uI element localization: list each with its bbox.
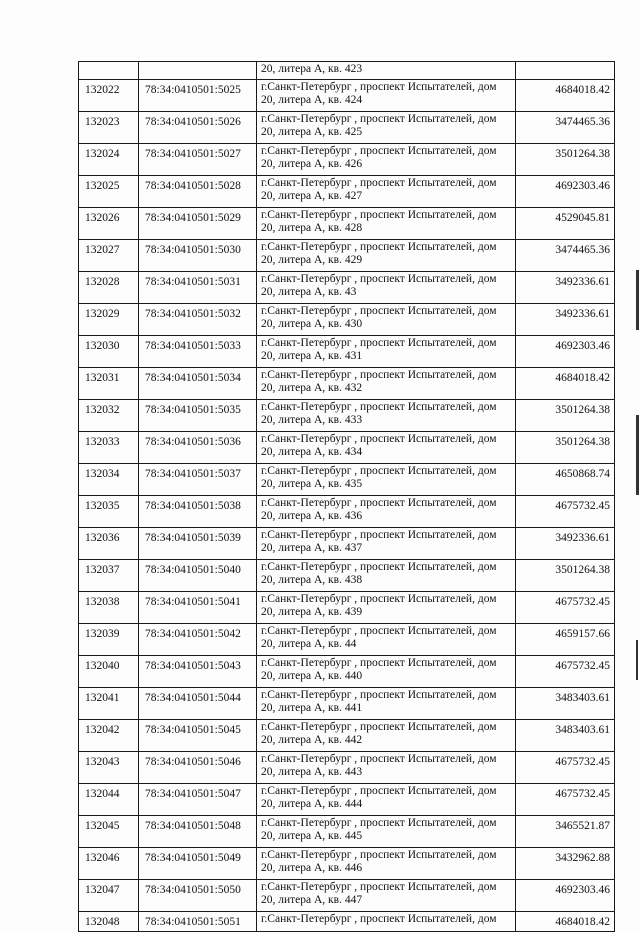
address-cell xyxy=(257,528,516,560)
address-cell xyxy=(257,272,516,304)
value-cell: 4675732.45 xyxy=(516,752,615,784)
cadastral-cell: 78:34:0410501:5043 xyxy=(139,656,257,688)
address-cell xyxy=(257,816,516,848)
address-cell xyxy=(257,848,516,880)
table-row xyxy=(79,208,615,240)
address-cell: г.Санкт-Петербург , проспект Испытателей, дом xyxy=(257,912,516,932)
address-line-1: г.Санкт-Петербург , проспект Испытателей, дом xyxy=(261,465,497,477)
table-row xyxy=(79,688,615,720)
cadastral-cell: 78:34:0410501:5031 xyxy=(139,272,257,304)
table-row xyxy=(79,848,615,880)
address-cell xyxy=(257,208,516,240)
id-cell: 132036 xyxy=(79,528,139,560)
cadastral-cell: 78:34:0410501:5039 xyxy=(139,528,257,560)
table-row xyxy=(79,560,615,592)
value-cell: 4675732.45 xyxy=(516,496,615,528)
table-row xyxy=(79,528,615,560)
id-cell: 132022 xyxy=(79,80,139,112)
address-line-2: 20, литера А, кв. 436 xyxy=(261,510,363,522)
address-cell xyxy=(257,656,516,688)
address-line-1: г.Санкт-Петербург , проспект Испытателей, дом xyxy=(261,337,497,349)
table-row xyxy=(79,80,615,112)
id-cell: 132038 xyxy=(79,592,139,624)
value-cell: 4659157.66 xyxy=(516,624,615,656)
id-cell: 132025 xyxy=(79,176,139,208)
address-cell xyxy=(257,592,516,624)
address-cell xyxy=(257,176,516,208)
address-line-2: 20, литера А, кв. 442 xyxy=(261,734,363,746)
address-line-1: г.Санкт-Петербург , проспект Испытателей, дом xyxy=(261,145,497,157)
address-cell xyxy=(257,336,516,368)
id-cell: 132039 xyxy=(79,624,139,656)
address-cell xyxy=(257,880,516,912)
id-cell: 132043 xyxy=(79,752,139,784)
address-cell xyxy=(257,496,516,528)
cadastral-cell: 78:34:0410501:5036 xyxy=(139,432,257,464)
id-cell: 132029 xyxy=(79,304,139,336)
id-cell: 132023 xyxy=(79,112,139,144)
address-line-2: 20, литера А, кв. 428 xyxy=(261,222,363,234)
property-table-body xyxy=(79,62,615,932)
id-cell: 132040 xyxy=(79,656,139,688)
address-cell xyxy=(257,624,516,656)
address-line-2: 20, литера А, кв. 429 xyxy=(261,254,363,266)
id-cell: 132044 xyxy=(79,784,139,816)
address-line-1: г.Санкт-Петербург , проспект Испытателей, дом xyxy=(261,433,497,445)
address-line-1: г.Санкт-Петербург , проспект Испытателей, дом xyxy=(261,561,497,573)
id-cell: 132041 xyxy=(79,688,139,720)
cadastral-cell: 78:34:0410501:5038 xyxy=(139,496,257,528)
address-line-2: 20, литера А, кв. 424 xyxy=(261,94,363,106)
value-cell: 3465521.87 xyxy=(516,816,615,848)
cadastral-cell: 78:34:0410501:5028 xyxy=(139,176,257,208)
cadastral-cell: 78:34:0410501:5029 xyxy=(139,208,257,240)
address-line-2: 20, литера А, кв. 437 xyxy=(261,542,363,554)
cadastral-cell: 78:34:0410501:5034 xyxy=(139,368,257,400)
value-cell: 3474465.36 xyxy=(516,112,615,144)
address-cell xyxy=(257,688,516,720)
address-line-2: 20, литера А, кв. 439 xyxy=(261,606,363,618)
id-cell: 132046 xyxy=(79,848,139,880)
table-row xyxy=(79,368,615,400)
address-cell: 20, литера А, кв. 423 xyxy=(257,62,516,80)
value-cell: 3492336.61 xyxy=(516,304,615,336)
table-row xyxy=(79,112,615,144)
value-cell: 3483403.61 xyxy=(516,688,615,720)
cadastral-cell: 78:34:0410501:5032 xyxy=(139,304,257,336)
value-cell: 3492336.61 xyxy=(516,528,615,560)
address-line-2: 20, литера А, кв. 447 xyxy=(261,894,363,906)
value-cell: 4684018.42 xyxy=(516,912,615,932)
address-cell xyxy=(257,432,516,464)
address-line-1: г.Санкт-Петербург , проспект Испытателей, дом xyxy=(261,689,497,701)
value-cell: 4692303.46 xyxy=(516,176,615,208)
id-cell: 132037 xyxy=(79,560,139,592)
address-line-1: г.Санкт-Петербург , проспект Испытателей, дом xyxy=(261,209,497,221)
cadastral-cell: 78:34:0410501:5046 xyxy=(139,752,257,784)
cadastral-cell: 78:34:0410501:5047 xyxy=(139,784,257,816)
address-line-2: 20, литера А, кв. 43 xyxy=(261,286,357,298)
address-line-2: 20, литера А, кв. 440 xyxy=(261,670,363,682)
cadastral-cell: 78:34:0410501:5037 xyxy=(139,464,257,496)
table-row xyxy=(79,144,615,176)
address-line-1: г.Санкт-Петербург , проспект Испытателей, дом xyxy=(261,273,497,285)
table-row xyxy=(79,592,615,624)
scan-edge-mark xyxy=(636,640,638,680)
address-line-1: г.Санкт-Петербург , проспект Испытателей, дом xyxy=(261,305,497,317)
address-line-1: г.Санкт-Петербург , проспект Испытателей, дом xyxy=(261,369,497,381)
address-line-2: 20, литера А, кв. 430 xyxy=(261,318,363,330)
value-cell: 3501264.38 xyxy=(516,432,615,464)
address-cell xyxy=(257,80,516,112)
cadastral-cell: 78:34:0410501:5040 xyxy=(139,560,257,592)
table-row xyxy=(79,400,615,432)
address-cell xyxy=(257,784,516,816)
address-line-2: 20, литера А, кв. 445 xyxy=(261,830,363,842)
id-cell: 132034 xyxy=(79,464,139,496)
id-cell: 132042 xyxy=(79,720,139,752)
value-cell: 3474465.36 xyxy=(516,240,615,272)
address-line-2: 20, литера А, кв. 433 xyxy=(261,414,363,426)
table-row xyxy=(79,880,615,912)
address-line-1: г.Санкт-Петербург , проспект Испытателей, дом xyxy=(261,625,497,637)
id-cell: 132026 xyxy=(79,208,139,240)
table-row xyxy=(79,912,615,932)
id-cell: 132045 xyxy=(79,816,139,848)
address-line-1: г.Санкт-Петербург , проспект Испытателей, дом xyxy=(261,529,497,541)
table-row xyxy=(79,464,615,496)
address-line-1: г.Санкт-Петербург , проспект Испытателей, дом xyxy=(261,241,497,253)
address-line-1: г.Санкт-Петербург , проспект Испытателей, дом xyxy=(261,593,497,605)
address-cell xyxy=(257,560,516,592)
cadastral-cell: 78:34:0410501:5035 xyxy=(139,400,257,432)
id-cell: 132033 xyxy=(79,432,139,464)
cadastral-cell: 78:34:0410501:5045 xyxy=(139,720,257,752)
cadastral-cell: 78:34:0410501:5033 xyxy=(139,336,257,368)
value-cell: 3501264.38 xyxy=(516,560,615,592)
cadastral-cell: 78:34:0410501:5025 xyxy=(139,80,257,112)
address-line-2: 20, литера А, кв. 446 xyxy=(261,862,363,874)
address-cell xyxy=(257,112,516,144)
value-cell: 3501264.38 xyxy=(516,144,615,176)
value-cell: 4692303.46 xyxy=(516,880,615,912)
table-row xyxy=(79,624,615,656)
address-line-2: 20, литера А, кв. 426 xyxy=(261,158,363,170)
value-cell: 3492336.61 xyxy=(516,272,615,304)
address-line-2: 20, литера А, кв. 434 xyxy=(261,446,363,458)
address-cell xyxy=(257,240,516,272)
id-cell xyxy=(79,62,139,80)
value-cell: 4650868.74 xyxy=(516,464,615,496)
id-cell: 132031 xyxy=(79,368,139,400)
address-line-1: г.Санкт-Петербург , проспект Испытателей, дом xyxy=(261,881,497,893)
address-cell xyxy=(257,144,516,176)
id-cell: 132028 xyxy=(79,272,139,304)
value-cell: 4675732.45 xyxy=(516,592,615,624)
id-cell: 132048 xyxy=(79,912,139,932)
value-cell: 3501264.38 xyxy=(516,400,615,432)
address-line-2: 20, литера А, кв. 438 xyxy=(261,574,363,586)
address-line-2: 20, литера А, кв. 441 xyxy=(261,702,363,714)
table-row xyxy=(79,784,615,816)
table-row xyxy=(79,720,615,752)
table-row xyxy=(79,816,615,848)
address-line-2: 20, литера А, кв. 444 xyxy=(261,798,363,810)
value-cell: 4684018.42 xyxy=(516,368,615,400)
cadastral-cell: 78:34:0410501:5041 xyxy=(139,592,257,624)
table-row xyxy=(79,432,615,464)
id-cell: 132024 xyxy=(79,144,139,176)
cadastral-cell: 78:34:0410501:5030 xyxy=(139,240,257,272)
address-line-1: г.Санкт-Петербург , проспект Испытателей, дом xyxy=(261,81,497,93)
cadastral-cell xyxy=(139,62,257,80)
address-line-2: 20, литера А, кв. 44 xyxy=(261,638,357,650)
cadastral-cell: 78:34:0410501:5026 xyxy=(139,112,257,144)
address-line-2: 20, литера А, кв. 435 xyxy=(261,478,363,490)
address-line-2: 20, литера А, кв. 443 xyxy=(261,766,363,778)
address-cell xyxy=(257,400,516,432)
table-row xyxy=(79,272,615,304)
address-cell xyxy=(257,464,516,496)
address-line-2: 20, литера А, кв. 427 xyxy=(261,190,363,202)
scan-edge-mark xyxy=(636,415,639,495)
value-cell: 4675732.45 xyxy=(516,656,615,688)
address-line-1: г.Санкт-Петербург , проспект Испытателей, дом xyxy=(261,497,497,509)
address-line-1: г.Санкт-Петербург , проспект Испытателей, дом xyxy=(261,401,497,413)
table-row xyxy=(79,336,615,368)
value-cell: 4529045.81 xyxy=(516,208,615,240)
table-row xyxy=(79,304,615,336)
address-line-1: г.Санкт-Петербург , проспект Испытателей, дом xyxy=(261,177,497,189)
table-row xyxy=(79,656,615,688)
address-line-2: 20, литера А, кв. 432 xyxy=(261,382,363,394)
address-cell xyxy=(257,304,516,336)
address-line-2: 20, литера А, кв. 425 xyxy=(261,126,363,138)
cadastral-cell: 78:34:0410501:5049 xyxy=(139,848,257,880)
id-cell: 132027 xyxy=(79,240,139,272)
address-line-1: г.Санкт-Петербург , проспект Испытателей, дом xyxy=(261,721,497,733)
address-line-1: г.Санкт-Петербург , проспект Испытателей, дом xyxy=(261,785,497,797)
value-cell: 4684018.42 xyxy=(516,80,615,112)
address-cell xyxy=(257,752,516,784)
scan-edge-mark xyxy=(636,270,639,330)
property-table xyxy=(78,61,615,932)
value-cell: 3432962.88 xyxy=(516,848,615,880)
address-cell xyxy=(257,720,516,752)
address-line-1: г.Санкт-Петербург , проспект Испытателей, дом xyxy=(261,753,497,765)
table-row xyxy=(79,176,615,208)
table-row xyxy=(79,752,615,784)
address-cell xyxy=(257,368,516,400)
value-cell: 3483403.61 xyxy=(516,720,615,752)
address-line-1: г.Санкт-Петербург , проспект Испытателей, дом xyxy=(261,113,497,125)
cadastral-cell: 78:34:0410501:5051 xyxy=(139,912,257,932)
id-cell: 132047 xyxy=(79,880,139,912)
table-row xyxy=(79,62,615,80)
value-cell: 4692303.46 xyxy=(516,336,615,368)
address-line-2: 20, литера А, кв. 431 xyxy=(261,350,363,362)
address-line-1: г.Санкт-Петербург , проспект Испытателей, дом xyxy=(261,657,497,669)
table-row xyxy=(79,240,615,272)
cadastral-cell: 78:34:0410501:5042 xyxy=(139,624,257,656)
value-cell xyxy=(516,62,615,80)
address-line-1: г.Санкт-Петербург , проспект Испытателей, дом xyxy=(261,817,497,829)
id-cell: 132035 xyxy=(79,496,139,528)
id-cell: 132030 xyxy=(79,336,139,368)
id-cell: 132032 xyxy=(79,400,139,432)
table-row xyxy=(79,496,615,528)
cadastral-cell: 78:34:0410501:5048 xyxy=(139,816,257,848)
cadastral-cell: 78:34:0410501:5027 xyxy=(139,144,257,176)
cadastral-cell: 78:34:0410501:5050 xyxy=(139,880,257,912)
value-cell: 4675732.45 xyxy=(516,784,615,816)
cadastral-cell: 78:34:0410501:5044 xyxy=(139,688,257,720)
address-line-1: г.Санкт-Петербург , проспект Испытателей, дом xyxy=(261,849,497,861)
